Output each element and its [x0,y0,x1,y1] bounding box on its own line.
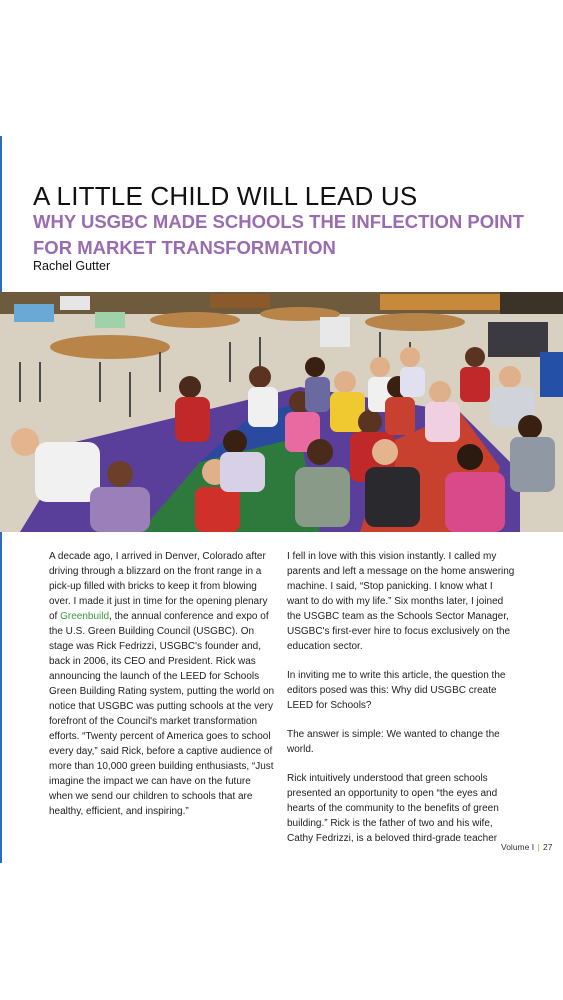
paragraph-text: , the annual conference and expo of the U.S. Green Building Council (USGBC). On stage was Rick Fedrizzi, USGBC's founder and, back in 2006, its CEO and President. Rick was announcing the launch of the LEED for Schools Green Building Rating system, putting the world on notice that USGBC was putting schools at the very forefront of the Council's market transformation efforts. “Twenty percent of America goes to school every day,” said Rick, before a captive audience of more than 10,000 green building enthusiasts, “Just imagine the impact we can have on the future when we send our children to schools that are healthy, efficient, and inspiring.” [49,611,275,817]
body-paragraph: The answer is simple: We wanted to change the world. [287,729,500,755]
classroom-photo [0,292,563,532]
greenbuild-link[interactable]: Greenbuild [60,611,110,622]
subtitle-line-1: WHY USGBC MADE SCHOOLS THE INFLECTION POINT [33,211,524,232]
page-number: 27 [543,842,553,852]
body-column-right [287,549,515,860]
subtitle-line-2: FOR MARKET TRANSFORMATION [33,237,336,258]
page-footer [501,842,553,852]
body-paragraph: I fell in love with this vision instantly. I called my parents and left a message on the home answering machine. I said, “Stop panicking. I know what I want to do with my life.” Six months later, I joined the USGBC team as the Schools Sector Manager, USGBC's first-ever hire to focus exclusively on the education sector. [287,551,515,652]
body-paragraph: In inviting me to write this article, the question the editors posed was this: Why did USGBC create LEED for Schools? [287,670,506,711]
footer-separator: | [537,842,540,852]
body-paragraph [49,549,277,819]
volume-label: Volume I [501,842,535,852]
article-author: Rachel Gutter [33,259,111,273]
paragraph-text: A decade ago, I arrived in Denver, Colorado after driving through a blizzard on the front range in a pick-up filled with bricks to keep it from blowing over. I made it just in time for the opening plenary of [49,551,268,622]
body-column-left [49,549,277,833]
body-paragraph: Rick intuitively understood that green schools presented an opportunity to open “the eyes and hearts of the community to the benefits of green building.” Rick is the father of two and his wife, Cathy Fedrizzi, is a beloved third-grade teacher [287,773,499,844]
article-subtitle [33,209,524,261]
article-title: A LITTLE CHILD WILL LEAD US [33,181,418,211]
